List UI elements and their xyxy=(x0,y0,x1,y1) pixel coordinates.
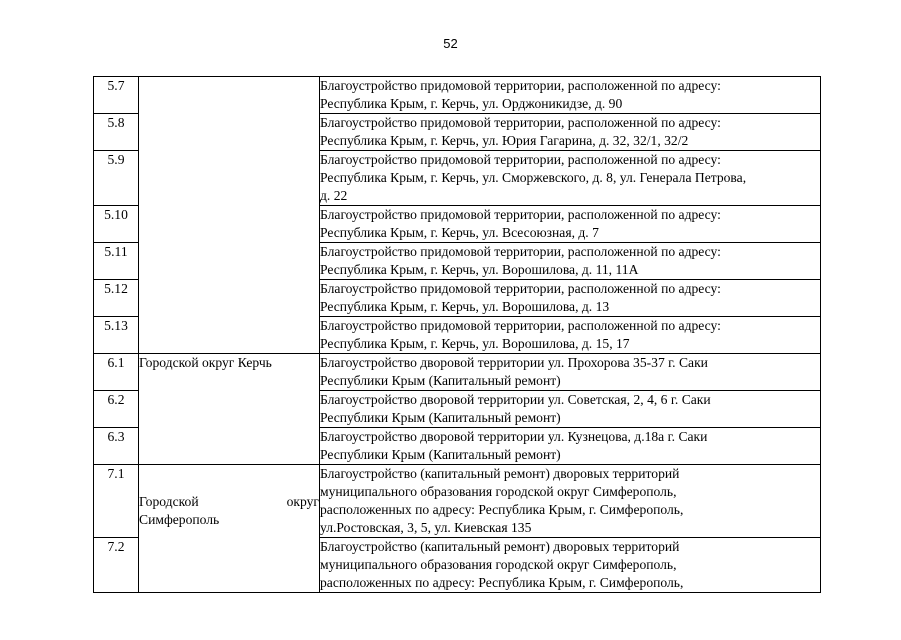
row-number: 6.1 xyxy=(94,354,139,391)
description-line: Республики Крым (Капитальный ремонт) xyxy=(320,373,561,388)
description-line: Благоустройство придомовой территории, расположенной по адресу: xyxy=(320,115,721,130)
description-line: Республики Крым (Капитальный ремонт) xyxy=(320,447,561,462)
row-number: 5.9 xyxy=(94,151,139,206)
row-description xyxy=(320,206,821,243)
description-line: Благоустройство дворовой территории ул. Кузнецова, д.18а г. Саки xyxy=(320,429,708,444)
description-line: Республика Крым, г. Керчь, ул. Сморжевского, д. 8, ул. Генерала Петрова, xyxy=(320,170,747,185)
description-line: Республика Крым, г. Керчь, ул. Ворошилова, д. 13 xyxy=(320,299,610,314)
description-line: Благоустройство придомовой территории, расположенной по адресу: xyxy=(320,318,721,333)
district-label-line xyxy=(139,493,319,511)
document-table xyxy=(93,76,821,593)
page-number: 52 xyxy=(443,36,458,51)
description-line: Благоустройство (капитальный ремонт) дворовых территорий xyxy=(320,539,680,554)
row-number: 7.1 xyxy=(94,465,139,538)
row-description xyxy=(320,465,821,538)
row-number: 6.3 xyxy=(94,428,139,465)
row-number: 7.2 xyxy=(94,538,139,593)
description-line: Республика Крым, г. Керчь, ул. Ворошилова, д. 11, 11А xyxy=(320,262,639,277)
description-line: Республика Крым, г. Керчь, ул. Юрия Гагарина, д. 32, 32/1, 32/2 xyxy=(320,133,689,148)
description-line: Благоустройство придомовой территории, расположенной по адресу: xyxy=(320,244,721,259)
row-description xyxy=(320,428,821,465)
description-line: Республика Крым, г. Керчь, ул. Всесоюзная, д. 7 xyxy=(320,225,599,240)
district-cell-empty xyxy=(139,77,320,354)
table-row xyxy=(94,465,821,538)
description-line: д. 22 xyxy=(320,188,348,203)
table-row xyxy=(94,77,821,114)
row-number: 6.2 xyxy=(94,391,139,428)
row-description xyxy=(320,280,821,317)
description-line: Республики Крым (Капитальный ремонт) xyxy=(320,410,561,425)
description-line: Благоустройство придомовой территории, расположенной по адресу: xyxy=(320,78,721,93)
district-label-line: Симферополь xyxy=(139,511,220,527)
district-label-word: округ xyxy=(286,493,319,509)
row-description xyxy=(320,243,821,280)
description-line: расположенных по адресу: Республика Крым, г. Симферополь, xyxy=(320,575,684,590)
row-number: 5.10 xyxy=(94,206,139,243)
row-number: 5.8 xyxy=(94,114,139,151)
district-cell-simferopol xyxy=(139,447,320,575)
description-line: муниципального образования городской округ Симферополь, xyxy=(320,557,677,572)
row-description xyxy=(320,317,821,354)
description-line: Благоустройство придомовой территории, расположенной по адресу: xyxy=(320,207,721,222)
district-label: Городской округ Керчь xyxy=(139,355,272,370)
description-line: Республика Крым, г. Керчь, ул. Ворошилова, д. 15, 17 xyxy=(320,336,630,351)
row-description xyxy=(320,538,821,593)
row-description xyxy=(320,354,821,391)
description-line: Благоустройство дворовой территории ул. Советская, 2, 4, 6 г. Саки xyxy=(320,392,711,407)
row-description xyxy=(320,77,821,114)
row-description xyxy=(320,391,821,428)
row-number: 5.11 xyxy=(94,243,139,280)
description-line: Благоустройство придомовой территории, расположенной по адресу: xyxy=(320,281,721,296)
row-number: 5.13 xyxy=(94,317,139,354)
description-line: Благоустройство (капитальный ремонт) дворовых территорий xyxy=(320,466,680,481)
description-line: Благоустройство дворовой территории ул. Прохорова 35-37 г. Саки xyxy=(320,355,708,370)
description-line: расположенных по адресу: Республика Крым, г. Симферополь, xyxy=(320,502,684,517)
row-description xyxy=(320,151,821,206)
row-number: 5.12 xyxy=(94,280,139,317)
description-line: Благоустройство придомовой территории, расположенной по адресу: xyxy=(320,152,721,167)
row-number: 5.7 xyxy=(94,77,139,114)
row-description xyxy=(320,114,821,151)
description-line: ул.Ростовская, 3, 5, ул. Киевская 135 xyxy=(320,520,532,535)
description-line: Республика Крым, г. Керчь, ул. Орджоникидзе, д. 90 xyxy=(320,96,623,111)
district-label-word: Городской xyxy=(139,493,199,509)
table-row xyxy=(94,354,821,391)
description-line: муниципального образования городской округ Симферополь, xyxy=(320,484,677,499)
